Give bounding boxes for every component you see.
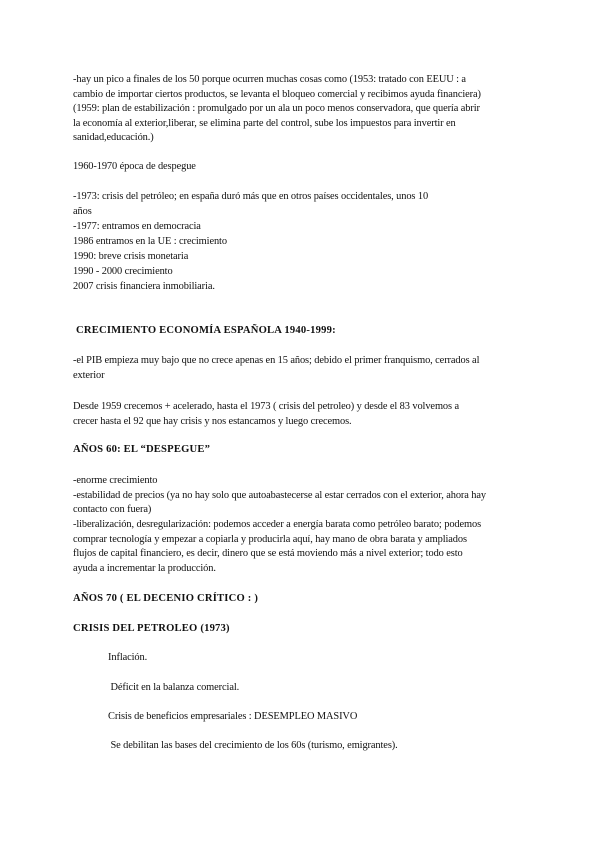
paragraph-line: flujos de capital financiero, es decir, dinero que se está moviendo más a nivel exterior; todo esto <box>73 548 463 559</box>
list-item: Crisis de beneficios empresariales : DESEMPLEO MASIVO <box>108 711 358 722</box>
list-item: Inflación. <box>108 652 148 663</box>
section-heading: CRECIMIENTO ECONOMÍA ESPAÑOLA 1940-1999: <box>76 325 336 336</box>
paragraph-line: ayuda a incrementar la producción. <box>73 563 216 574</box>
timeline-item: 1990 - 2000 crecimiento <box>73 266 173 277</box>
paragraph-line: contacto con fuera) <box>73 504 152 515</box>
paragraph-line: Desde 1959 crecemos + acelerado, hasta el 1973 ( crisis del petroleo) y desde el 83 volvemos a <box>73 401 459 412</box>
list-item: Déficit en la balanza comercial. <box>108 682 240 693</box>
paragraph-line: crecer hasta el 92 que hay crisis y nos estancamos y luego crecemos. <box>73 416 352 427</box>
intro-line: cambio de importar ciertos productos, se levanta el bloqueo comercial y recibimos ayuda financiera) <box>73 89 481 100</box>
list-item: Se debilitan las bases del crecimiento de los 60s (turismo, emigrantes). <box>108 740 398 751</box>
intro-line: la economía al exterior,liberar, se elimina parte del control, sube los impuestos para invertir en <box>73 118 456 129</box>
paragraph-line: comprar tecnología y empezar a copiarla y producirla aquí, hay mano de obra barata y ampliados <box>73 534 467 545</box>
paragraph-line: -liberalización, desregularización: podemos acceder a energía barata como petróleo barato; podemos <box>73 519 482 530</box>
timeline-item: 2007 crisis financiera inmobiliaria. <box>73 281 215 292</box>
paragraph-line: -el PIB empieza muy bajo que no crece apenas en 15 años; debido el primer franquismo, cerrados al <box>73 355 480 366</box>
timeline-item: años <box>73 206 92 217</box>
timeline-item: 1986 entramos en la UE : crecimiento <box>73 236 227 247</box>
despegue-line: 1960-1970 época de despegue <box>73 161 196 172</box>
section-heading: CRISIS DEL PETROLEO (1973) <box>73 623 230 634</box>
timeline-item: -1973: crisis del petróleo; en españa duró más que en otros países occidentales, unos 10 <box>73 191 429 202</box>
timeline-item: 1990: breve crisis monetaria <box>73 251 189 262</box>
intro-line: sanidad,educación.) <box>73 132 154 143</box>
paragraph-line: exterior <box>73 370 105 381</box>
section-heading: AÑOS 70 ( EL DECENIO CRÍTICO : ) <box>73 593 259 604</box>
section-heading: AÑOS 60: EL “DESPEGUE” <box>73 444 211 455</box>
intro-line: -hay un pico a finales de los 50 porque ocurren muchas cosas como (1953: tratado con EEUU : a <box>73 74 466 85</box>
paragraph-line: -enorme crecimiento <box>73 475 158 486</box>
paragraph-line: -estabilidad de precios (ya no hay solo que autoabastecerse al estar cerrados con el exterior, ahora hay <box>73 490 486 501</box>
intro-line: (1959: plan de estabilización : promulgado por un ala un poco menos conservadora, que quería abrir <box>73 103 480 114</box>
timeline-item: -1977: entramos en democracia <box>73 221 201 232</box>
